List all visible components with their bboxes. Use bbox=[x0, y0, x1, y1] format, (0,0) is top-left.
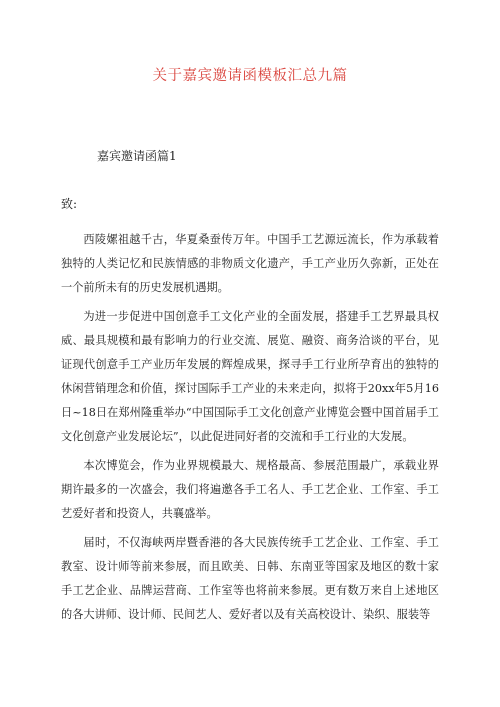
salutation: 致: bbox=[61, 197, 78, 211]
body-paragraph: 届时，不仅海峡两岸暨香港的各大民族传统手工艺企业、工作室、手工教室、设计师等前来参展，而且欧美、日韩、东南亚等国家及地区的数十家手工艺企业、品牌运营商、工作室等也将前来参展。更有数万来自上述地区的各大讲师、设计师、民间艺人、爱好者以及有关高校设计、染织、服装等 bbox=[61, 536, 439, 621]
body-paragraph: 西陵嫘祖越千古，华夏桑蚕传万年。中国手工艺源远流长，作为承载着独特的人类记忆和民族情感的非物质文化遗产，手工产业历久弥新，正处在一个前所未有的历史发展机遇期。 bbox=[61, 233, 439, 294]
section-subtitle: 嘉宾邀请函篇1 bbox=[97, 149, 177, 163]
letter-body bbox=[61, 228, 439, 632]
body-paragraph: 本次博览会，作为业界规模最大、规格最高、参展范围最广，承载业界期许最多的一次盛会，我们将遍邀各手工名人、手工艺企业、工作室、手工艺爱好者和投资人，共襄盛举。 bbox=[61, 459, 439, 520]
document-title: 关于嘉宾邀请函模板汇总九篇 bbox=[152, 68, 348, 84]
body-paragraph: 为进一步促进中国创意手工文化产业的全面发展，搭建手工艺界最具权威、最具规模和最有影响力的行业交流、展览、融资、商务洽谈的平台，见证现代创意手工产业历年发展的辉煌成果，探寻手工行业所孕育出的独特的休闲营销理念和价值，探讨国际手工产业的未来走向，拟将于20xx年5月16日~18日在郑州隆重举办“中国国际手工文化创意产业博览会暨中国首届手工文化创意产业发展论坛”，以此促进同好者的交流和手工行业的大发展。 bbox=[61, 310, 439, 443]
